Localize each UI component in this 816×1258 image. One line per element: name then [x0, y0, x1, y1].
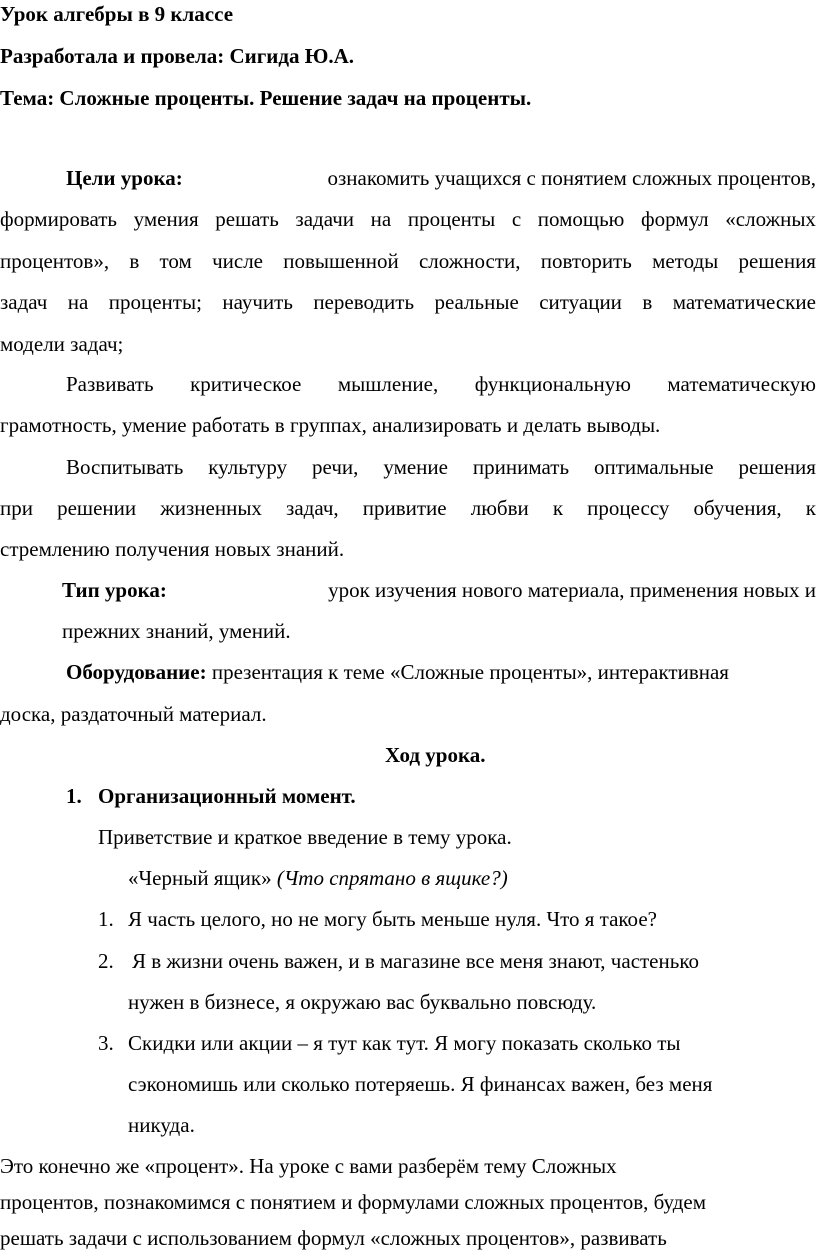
- lesson-type-line-1: Тип урока: урок изучения нового материала, применения новых и: [62, 578, 816, 602]
- riddle-1-number: 1.: [98, 907, 114, 931]
- develop-line-2: грамотность, умение работать в группах, анализировать и делать выводы.: [0, 413, 661, 437]
- author-line: Разработала и провела: Сигида Ю.А.: [0, 44, 355, 68]
- educate-line-3: стремлению получения новых знаний.: [0, 537, 345, 561]
- riddle-3-line-3: никуда.: [128, 1113, 195, 1137]
- closing-line-1: Это конечно же «процент». На уроке с вами разберём тему Сложных: [0, 1154, 617, 1178]
- lesson-type-label: Тип урока:: [62, 578, 167, 602]
- lesson-heading: Урок алгебры в 9 классе: [0, 2, 234, 26]
- lesson-type-line-2: прежних знаний, умений.: [62, 619, 291, 643]
- course-title: Ход урока.: [385, 743, 486, 767]
- goals-line-4: задач на проценты; научить переводить реальные ситуации в математические: [0, 290, 816, 314]
- riddle-3-number: 3.: [98, 1031, 114, 1055]
- educate-line-1: Воспитывать культуру речи, умение принимать оптимальные решения: [66, 455, 816, 479]
- educate-line-2: при решении жизненных задач, привитие любви к процессу обучения, к: [0, 496, 816, 520]
- black-box-label: «Черный ящик»: [128, 866, 272, 890]
- black-box-line: [128, 866, 508, 891]
- goals-line-3: процентов», в том числе повышенной сложности, повторить методы решения: [0, 249, 816, 273]
- riddle-2-line-1: Я в жизни очень важен, и в магазине все меня знают, частенько: [132, 949, 699, 973]
- goals-line-2: формировать умения решать задачи на проценты с помощью формул «сложных: [0, 207, 816, 231]
- equipment-line-2: доска, раздаточный материал.: [0, 702, 267, 726]
- black-box-hint: (Что спрятано в ящике?): [276, 866, 508, 890]
- item1-title: Организационный момент.: [98, 784, 356, 808]
- equipment-line-1: Оборудование: презентация к теме «Сложные проценты», интерактивная: [66, 660, 729, 684]
- riddle-2-line-2: нужен в бизнесе, я окружаю вас буквально повсюду.: [128, 990, 597, 1014]
- riddle-1-line-1: Я часть целого, но не могу быть меньше нуля. Что я такое?: [128, 907, 657, 931]
- riddle-3-line-1: Скидки или акции – я тут как тут. Я могу показать сколько ты: [128, 1031, 681, 1055]
- goals-line-5: модели задач;: [0, 332, 124, 356]
- closing-line-3: решать задачи с использованием формул «сложных процентов», развивать: [0, 1226, 667, 1250]
- closing-line-2: процентов, познакомимся с понятием и формулами сложных процентов, будем: [0, 1190, 707, 1214]
- goals-line-1: Цели урока: ознакомить учащихся с понятием сложных процентов,: [66, 166, 816, 190]
- topic-line: Тема: Сложные проценты. Решение задач на проценты.: [0, 86, 532, 110]
- item1-number: 1.: [66, 784, 82, 808]
- develop-line-1: Развивать критическое мышление, функциональную математическую: [66, 372, 816, 396]
- riddle-3-line-2: сэкономишь или сколько потеряешь. Я финансах важен, без меня: [128, 1072, 713, 1096]
- greeting-line: Приветствие и краткое введение в тему урока.: [98, 825, 512, 849]
- riddle-2-number: 2.: [98, 949, 114, 973]
- equipment-label: Оборудование:: [66, 660, 207, 684]
- goals-label: Цели урока:: [66, 166, 183, 190]
